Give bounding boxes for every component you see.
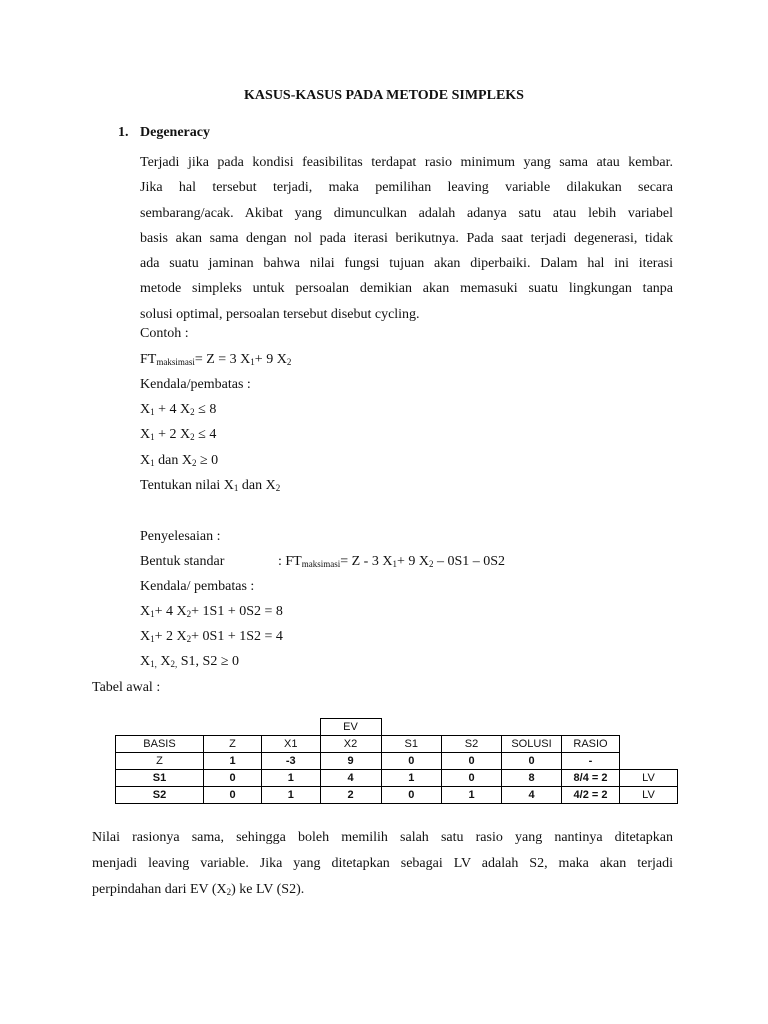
lv-cell: LV [620, 770, 678, 787]
table-cell: 1 [262, 787, 321, 804]
table-row [116, 770, 678, 787]
table-cell: 9 [320, 753, 381, 770]
paragraph-line: perpindahan dari EV $(X_2)$ ke LV (S2). [92, 882, 305, 897]
non-negativity: $X_1$ dan $X_2 \ge 0$ [140, 453, 219, 468]
paragraph-line: menjadi leaving variable. Jika yang ditetapkan sebagai LV adalah S2, maka akan terjadi [92, 856, 673, 871]
table-cell: 0 [381, 753, 442, 770]
table-cell: Z [116, 753, 204, 770]
header-cell: RASIO [562, 736, 620, 753]
paragraph-line: Terjadi jika pada kondisi feasibilitas terdapat rasio minimum yang sama atau kembar. [140, 155, 673, 170]
table-cell: 4 [502, 787, 562, 804]
constraint-1: $X_1 + 4$ $X_2 \le 8$ [140, 402, 217, 417]
closing-paragraph [92, 825, 673, 903]
section-heading: Degeneracy [140, 125, 210, 140]
table-title: Tabel awal : [92, 680, 161, 695]
table-cell: 1 [381, 770, 442, 787]
header-cell: BASIS [116, 736, 204, 753]
header-cell: SOLUSI [502, 736, 562, 753]
table-cell: S1 [116, 770, 204, 787]
ev-marker: EV [320, 719, 381, 736]
standard-constraint-1: $X_1+ 4$ $X_2+ 1S1 + 0S2 = 8$ [140, 604, 283, 619]
header-cell: Z [204, 736, 262, 753]
standard-form-label: Bentuk standar [140, 554, 225, 569]
table-cell: 4/2 = 2 [562, 787, 620, 804]
table-header-row [116, 736, 678, 753]
paragraph-line: sembarang/acak. Akibat yang dimunculkan adalah adanya satu atau lebih variabel [140, 205, 673, 221]
header-cell: X2 [320, 736, 381, 753]
header-cell: X1 [262, 736, 321, 753]
paragraph-line: solusi optimal, persoalan tersebut disebut cycling. [140, 306, 420, 322]
task-line: Tentukan nilai $X_1$ dan $X_2$ [140, 478, 281, 493]
table-cell: S2 [116, 787, 204, 804]
simplex-table [115, 718, 678, 804]
standard-non-negativity: $X_{1,}$ $X_{2,}$ S1, S2 ≥ 0 [140, 654, 240, 669]
table-cell: -3 [262, 753, 321, 770]
standard-constraint-2: $X_1+ 2$ $X_2+ 0S1 + 1S2 = 4$ [140, 629, 283, 644]
paragraph-line: metode simpleks untuk persoalan demikian akan memasuki suatu lingkungan tanpa [140, 281, 673, 297]
document-title: KASUS-KASUS PADA METODE SIMPLEKS [244, 88, 524, 103]
paragraph-line: basis akan sama dengan nol pada iterasi berikutnya. Pada saat terjadi degenerasi, tidak [140, 230, 673, 246]
degeneracy-paragraph [140, 150, 673, 327]
constraints-label: Kendala/pembatas : [140, 377, 251, 392]
lv-cell: LV [620, 787, 678, 804]
table-cell: 4 [320, 770, 381, 787]
header-cell: S2 [442, 736, 502, 753]
table-cell: 0 [442, 753, 502, 770]
paragraph-line: Jika hal tersebut terjadi, maka pemilihan leaving variable dilakukan secara [140, 180, 673, 196]
table-row [116, 753, 678, 770]
section-number: 1. [118, 125, 129, 140]
paragraph-line: Nilai rasionya sama, sehingga boleh memilih salah satu rasio yang nantinya ditetapkan [92, 830, 673, 845]
table-row [116, 787, 678, 804]
table-ev-row [116, 719, 678, 736]
table-cell: 0 [442, 770, 502, 787]
table-cell: 8 [502, 770, 562, 787]
table-cell: 0 [502, 753, 562, 770]
table-cell: 0 [204, 787, 262, 804]
standard-form: : $FT_{maksimasi}= Z - 3$ $X_1+ 9$ $X_2 - 0S1 - 0S2$ [278, 554, 506, 569]
table-cell: 0 [381, 787, 442, 804]
example-label: Contoh : [140, 326, 189, 341]
standard-constraints-label: Kendala/ pembatas : [140, 579, 255, 594]
table-cell: 8/4 = 2 [562, 770, 620, 787]
table-cell: 0 [204, 770, 262, 787]
objective-function: $FT_{maksimasi}= Z = 3$ $X_1+ 9$ $X_2$ [140, 352, 292, 367]
paragraph-line: ada suatu jaminan bahwa nilai fungsi tujuan akan diperbaiki. Dalam hal ini iterasi [140, 256, 673, 272]
table-cell: 1 [262, 770, 321, 787]
constraint-2: $X_1 + 2$ $X_2 \le 4$ [140, 427, 217, 442]
table-cell: 2 [320, 787, 381, 804]
table-cell: - [562, 753, 620, 770]
table-cell: 1 [442, 787, 502, 804]
table-cell: 1 [204, 753, 262, 770]
header-cell: S1 [381, 736, 442, 753]
solution-label: Penyelesaian : [140, 529, 221, 544]
